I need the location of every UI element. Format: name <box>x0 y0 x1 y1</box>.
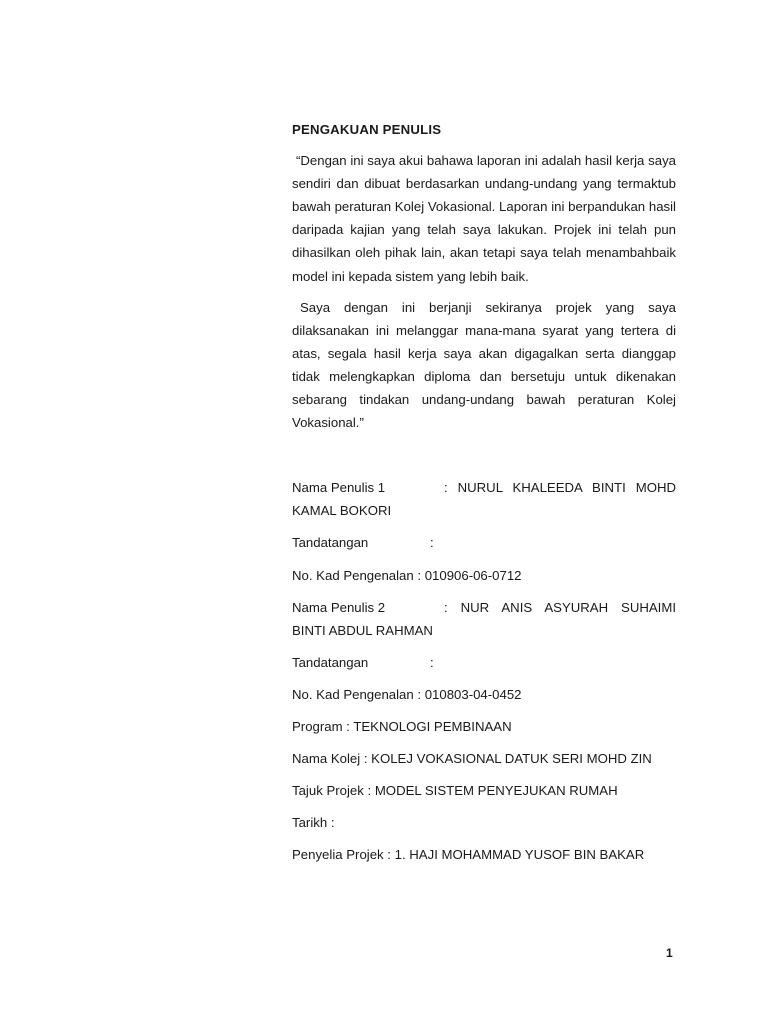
author-details <box>292 476 676 866</box>
tandatangan-1-value: : <box>430 535 434 551</box>
kad-pengenalan-2: No. Kad Pengenalan : 010803-04-0452 <box>292 686 522 702</box>
penulis-2-label: Nama Penulis 2 <box>292 599 386 615</box>
tandatangan-2-label: Tandatangan <box>292 654 369 670</box>
penulis-1-value: : NURUL KHALEEDA BINTI MOHD KAMAL BOKORI <box>292 480 676 519</box>
tajuk-projek-row: Tajuk Projek : MODEL SISTEM PENYEJUKAN RUMAH <box>292 783 618 799</box>
penulis-1-row <box>292 476 676 522</box>
kad-pengenalan-1: No. Kad Pengenalan : 010906-06-0712 <box>292 567 522 583</box>
tandatangan-1-row <box>292 531 676 554</box>
penyelia-row: Penyelia Projek : 1. HAJI MOHAMMAD YUSOF BIN BAKAR <box>292 847 645 863</box>
declaration-paragraph-1: “Dengan ini saya akui bahawa laporan ini adalah hasil kerja saya sendiri dan dibuat berdasarkan undang-undang yang termaktub bawah peraturan Kolej Vokasional. Laporan ini berpandukan hasil daripada kajian yang telah saya lakukan. Projek ini telah pun dihasilkan oleh pihak lain, akan tetapi saya telah menambahbaik model ini kepada sistem yang lebih baik. <box>292 153 676 284</box>
penulis-2-row <box>292 596 676 642</box>
tandatangan-1-label: Tandatangan <box>292 535 369 551</box>
penulis-2-value: : NUR ANIS ASYURAH SUHAIMI BINTI ABDUL RAHMAN <box>292 599 676 638</box>
tandatangan-2-row <box>292 651 676 674</box>
tandatangan-2-value: : <box>430 654 434 670</box>
page-number: 1 <box>666 946 673 960</box>
program-row: Program : TEKNOLOGI PEMBINAAN <box>292 718 512 734</box>
page-title: PENGAKUAN PENULIS <box>292 122 442 137</box>
page-content <box>292 118 676 875</box>
tarikh-row: Tarikh : <box>292 815 335 831</box>
kolej-row: Nama Kolej : KOLEJ VOKASIONAL DATUK SERI MOHD ZIN <box>292 751 652 767</box>
declaration-paragraph-2: Saya dengan ini berjanji sekiranya projek yang saya dilaksanakan ini melanggar mana-mana syarat yang tertera di atas, segala hasil kerja saya akan digagalkan serta dianggap tidak melengkapkan diploma dan bersetuju untuk dikenakan sebarang tindakan undang-undang bawah peraturan Kolej Vokasional.” <box>292 299 676 431</box>
penulis-1-label: Nama Penulis 1 <box>292 480 386 496</box>
